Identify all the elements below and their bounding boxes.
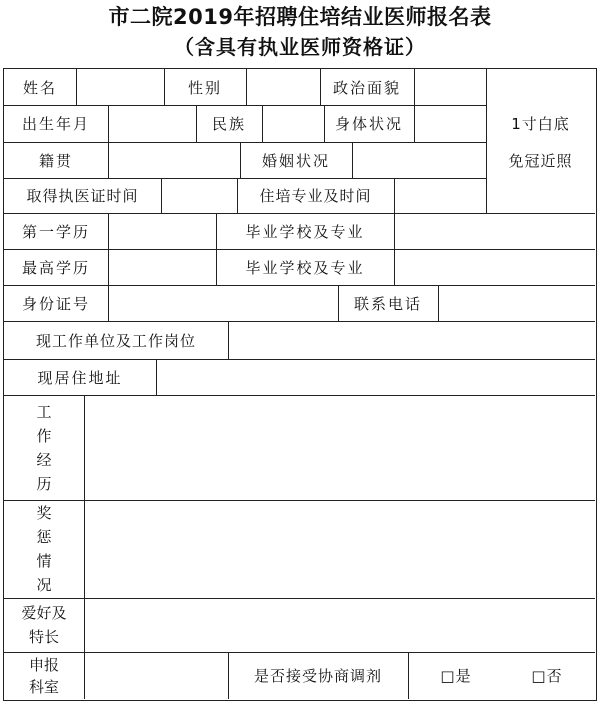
- label-ethnicity: 民族: [211, 115, 246, 133]
- checkbox-no[interactable]: □否: [531, 667, 563, 685]
- label-work-experience-char: 经: [36, 450, 52, 469]
- photo-placeholder-line2: 免冠近照: [508, 151, 573, 170]
- label-awards-char: 奖: [36, 504, 52, 522]
- registration-form-table: [3, 68, 597, 701]
- label-hobbies-line2: 特长: [28, 628, 59, 646]
- form-title: 市二院2019年招聘住培结业医师报名表: [108, 5, 492, 29]
- label-current-employer: 现工作单位及工作岗位: [35, 331, 196, 350]
- label-first-education: 第一学历: [21, 222, 90, 241]
- label-health-status: 身体状况: [334, 115, 403, 133]
- label-awards-char: 情: [36, 552, 52, 570]
- label-hobbies-line1: 爱好及: [21, 604, 67, 622]
- photo-placeholder-line1: 1寸白底: [511, 115, 570, 133]
- label-apply-dept-line1: 申报: [28, 655, 59, 674]
- label-work-experience-char: 作: [36, 426, 52, 445]
- label-native-place: 籍贯: [38, 151, 73, 170]
- label-id-number: 身份证号: [21, 294, 90, 313]
- label-birth-date: 出生年月: [21, 115, 90, 133]
- label-highest-education: 最高学历: [21, 258, 90, 277]
- checkbox-yes[interactable]: □是: [440, 667, 472, 685]
- label-awards-char: 惩: [36, 528, 52, 546]
- label-phone: 联系电话: [353, 294, 422, 313]
- label-hobbies: [4, 598, 84, 652]
- label-work-experience-char: 工: [36, 402, 52, 421]
- label-gender: 性别: [187, 78, 222, 97]
- label-apply-dept: [4, 652, 84, 699]
- label-work-experience-char: 历: [36, 474, 52, 493]
- label-awards-char: 况: [36, 576, 52, 594]
- label-grad-school-major-1: 毕业学校及专业: [245, 222, 365, 241]
- label-license-time: 取得执医证时间: [26, 187, 139, 205]
- label-apply-dept-line2: 科室: [28, 677, 59, 696]
- label-name: 姓名: [22, 78, 57, 97]
- label-residency-major-time: 住培专业及时间: [259, 187, 372, 205]
- label-accept-adjustment: 是否接受协商调剂: [253, 667, 382, 685]
- label-work-experience: [4, 395, 84, 500]
- form-subtitle: （含具有执业医师资格证）: [174, 35, 426, 59]
- label-grad-school-major-2: 毕业学校及专业: [245, 258, 365, 277]
- label-awards: [4, 500, 84, 598]
- label-political-status: 政治面貌: [332, 78, 401, 97]
- label-marital-status: 婚姻状况: [261, 151, 330, 170]
- label-current-address: 现居住地址: [37, 368, 123, 387]
